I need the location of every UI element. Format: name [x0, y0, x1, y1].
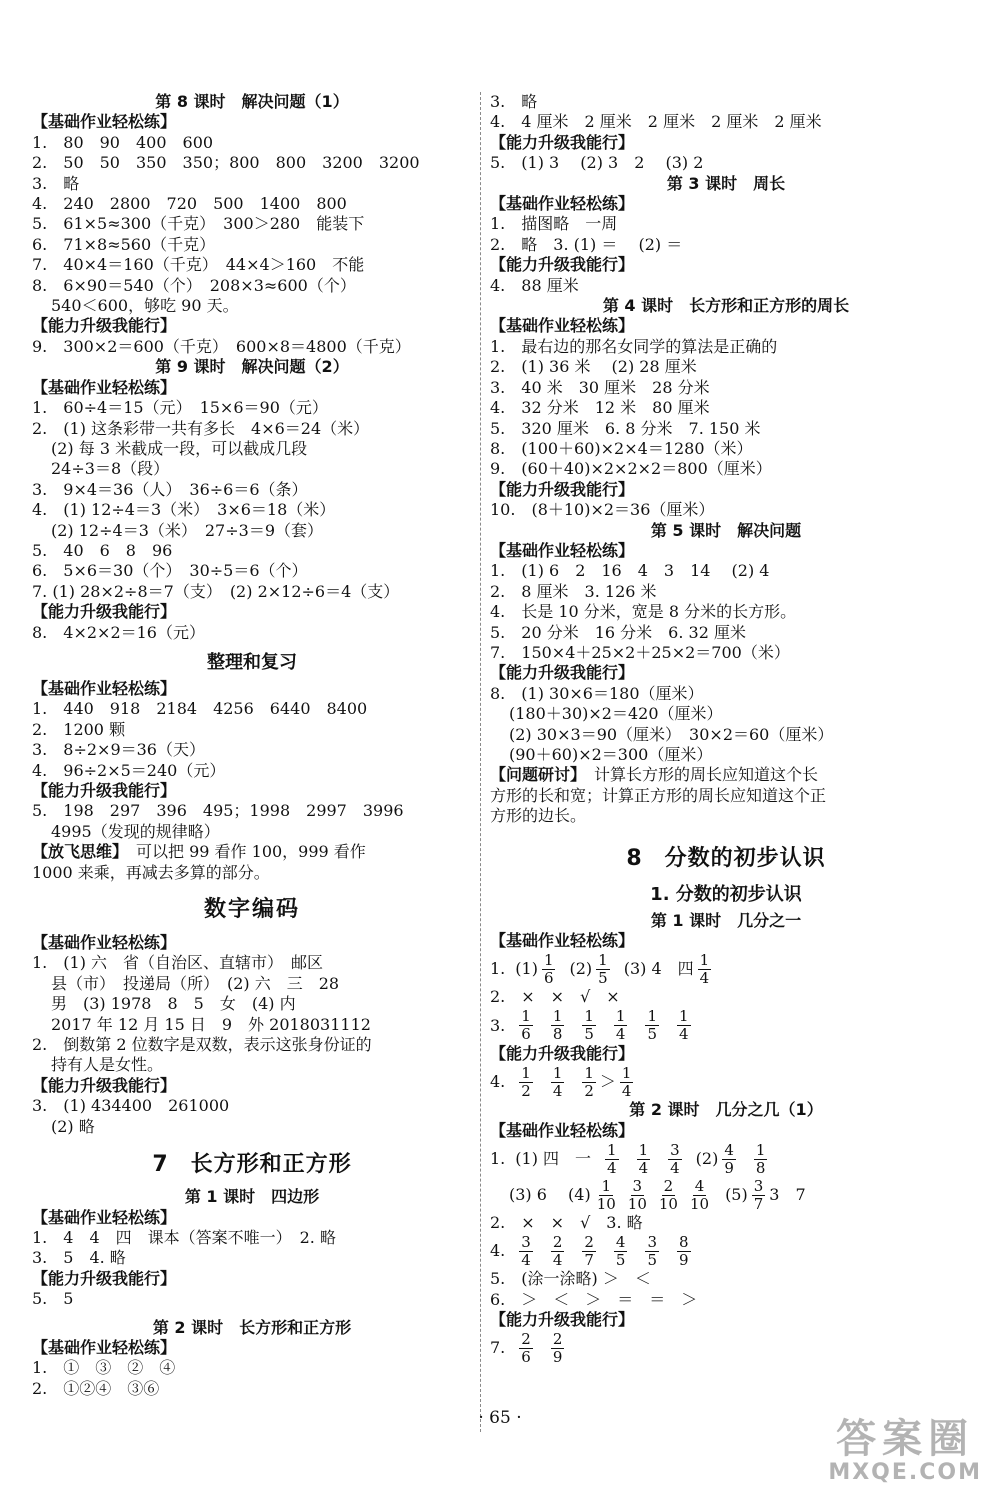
answer-line: 24÷3＝8（段）	[51, 459, 170, 479]
advanced-practice-tag: 【能力升级我能行】	[32, 1268, 177, 1288]
fraction: $\frac{8}{9}$	[679, 1232, 689, 1269]
answer-line: 县（市） 投递局（所） (2) 六 三 28	[51, 973, 340, 993]
answer-line: 540＜600，够吃 90 天。	[51, 296, 239, 316]
answer-line: 1. 60÷4＝15（元） 15×6＝90（元）	[32, 398, 328, 418]
answer-line: 6. ＞ ＜ ＞ ＝ ＝ ＞	[490, 1289, 698, 1309]
answer-line: (2) 12÷4＝3（米） 27÷3＝9（套）	[51, 520, 324, 540]
part-label: (5)	[725, 1184, 748, 1204]
answer-line: 5. (涂一涂略) ＞ ＜	[490, 1269, 651, 1289]
answer-line: 男 (3) 1978 8 5 女 (4) 内	[51, 994, 296, 1014]
answer-line	[490, 951, 962, 987]
answer-text: 计算长方形的周长应知道这个长	[578, 765, 819, 785]
answer-line: 2. ①②④ ③⑥	[32, 1378, 160, 1398]
fraction: $\frac{1}{4}$	[607, 1140, 617, 1177]
unit-8-number: 8	[626, 845, 643, 871]
answer-line: 1. 440 918 2184 4256 6440 8400	[32, 699, 368, 719]
answer-line: (2) 每 3 米截成一段，可以截成几段	[51, 438, 308, 458]
discussion-tag: 【问题研讨】	[490, 765, 579, 785]
answer-line: 1. 4 4 四 课本（答案不唯一） 2. 略	[32, 1227, 336, 1247]
basic-practice-tag: 【基础作业轻松练】	[32, 377, 177, 397]
answer-line: 4. 96÷2×5＝240（元）	[32, 760, 226, 780]
unit-7-lesson-2-section	[32, 1318, 472, 1400]
answer-line: 4. (1) 12÷4＝3（米） 3×6＝18（米）	[32, 500, 336, 520]
answer-line: 8. 6×90＝540（个） 208×3≈600（个）	[32, 275, 356, 295]
fraction: $\frac{2}{9}$	[552, 1330, 563, 1367]
comparison-sign: ＞	[599, 1072, 616, 1092]
answer-line: 3. 略	[490, 92, 538, 111]
fraction: $\frac{3}{4}$	[521, 1232, 531, 1269]
unit-7-lesson-1-section	[32, 1187, 472, 1309]
answer-line: 3. 略	[32, 173, 80, 193]
fraction: $\frac{1}{4}$	[621, 1063, 632, 1100]
question-number: 4.	[490, 1241, 506, 1261]
answer-line: 8. (100＋60)×2×4＝1280（米）	[490, 438, 753, 458]
lesson-4-title: 第 4 课时 长方形和正方形的周长	[602, 296, 850, 316]
answer-line	[490, 1177, 962, 1213]
basic-practice-tag: 【基础作业轻松练】	[490, 316, 635, 336]
fraction: $\frac{1}{5}$	[584, 1007, 594, 1044]
answer-line: 2. 1200 颗	[32, 719, 126, 739]
answer-line: 方形的长和宽；计算正方形的周长应知道这个正	[490, 785, 827, 805]
basic-practice-tag: 【基础作业轻松练】	[490, 194, 635, 214]
fraction: $\frac{1}{2}$	[521, 1063, 531, 1100]
basic-practice-tag: 【基础作业轻松练】	[32, 1337, 177, 1357]
basic-practice-tag: 【基础作业轻松练】	[490, 540, 635, 560]
unit-8-lesson-2-section	[490, 1100, 962, 1366]
advanced-practice-tag: 【能力升级我能行】	[490, 132, 635, 152]
answer-line: 4. 240 2800 720 500 1400 800	[32, 194, 347, 214]
advanced-practice-tag: 【能力升级我能行】	[32, 602, 177, 622]
answer-line: 1000 来乘，再减去多算的部分。	[32, 862, 270, 882]
number-code-section	[32, 893, 472, 1137]
answer-line: 5. 40 6 8 96	[32, 540, 173, 560]
answer-line: 4. 88 厘米	[490, 275, 579, 295]
part-label: (3) 4 四	[623, 959, 694, 979]
unit-7-lesson-1-title: 第 1 课时 四边形	[184, 1187, 320, 1207]
advanced-practice-tag: 【能力升级我能行】	[490, 255, 635, 275]
column-divider	[480, 92, 481, 1432]
review-title: 整理和复习	[207, 651, 297, 673]
basic-practice-tag: 【基础作业轻松练】	[32, 933, 177, 953]
basic-practice-tag: 【基础作业轻松练】	[32, 678, 177, 698]
answer-line: (90＋60)×2＝300（厘米）	[509, 745, 713, 764]
answer-line: 9. 300×2＝600（千克） 600×8＝4800（千克）	[32, 336, 411, 356]
fraction: $\frac{1}{8}$	[755, 1140, 766, 1177]
unit-8-heading	[490, 843, 962, 875]
answer-line: 5. 198 297 396 495；1998 2997 3996	[32, 801, 404, 821]
answer-line	[490, 1233, 962, 1269]
answer-line: 10. (8＋10)×2＝36（厘米）	[490, 500, 715, 520]
lesson-5-title: 第 5 课时 解决问题	[650, 520, 802, 540]
unit-8-title: 分数的初步认识	[664, 845, 826, 871]
unit-7-number: 7	[152, 1152, 169, 1178]
answer-line: 3. (1) 434400 261000	[32, 1096, 230, 1116]
answer-line: 4. 32 分米 12 米 80 厘米	[490, 398, 710, 418]
answer-line: 4. 4 厘米 2 厘米 2 厘米 2 厘米 2 厘米	[490, 112, 822, 132]
watermark-sub: MXQE.COM	[828, 1460, 982, 1485]
review-section	[32, 649, 472, 883]
answer-line: 5. 320 厘米 6. 8 分米 7. 150 米	[490, 418, 761, 438]
lesson-8-title: 第 8 课时 解决问题（1）	[155, 92, 349, 111]
lesson-4-section	[490, 296, 962, 520]
watermark-main: 答案圈	[836, 1416, 975, 1462]
advanced-practice-tag: 【能力升级我能行】	[32, 781, 177, 800]
answer-line: 持有人是女性。	[51, 1055, 164, 1075]
answer-line	[490, 1064, 962, 1100]
fraction: $\frac{2}{7}$	[584, 1232, 594, 1269]
answer-line: 3. 8÷2×9＝36（天）	[32, 740, 205, 760]
fraction: $\frac{1}{4}$	[615, 1007, 626, 1044]
answer-line: 2. 倒数第 2 位数字是双数，表示这张身份证的	[32, 1035, 372, 1055]
answer-line: (180＋30)×2＝420（厘米）	[509, 704, 723, 724]
part-label: (1)	[515, 959, 538, 979]
fraction: $\frac{3}{5}$	[647, 1232, 657, 1269]
advanced-practice-tag: 【能力升级我能行】	[32, 1075, 177, 1095]
fraction: $\frac{1}{8}$	[552, 1007, 563, 1044]
fraction: $\frac{1}{10}$	[596, 1176, 616, 1213]
answer-line: 1. ① ③ ② ④	[32, 1358, 176, 1378]
basic-practice-tag: 【基础作业轻松练】	[32, 1207, 177, 1227]
fraction: $\frac{1}{4}$	[552, 1063, 563, 1100]
answer-line: 3. 9×4＝36（人） 36÷6＝6（条）	[32, 479, 308, 499]
answer-line: 3. 5 4. 略	[32, 1248, 126, 1268]
answer-line: 7. (1) 28×2÷8＝7（支） (2) 2×12÷6＝4（支）	[32, 581, 400, 601]
answer-text: 可以把 99 看作 100，999 看作	[120, 842, 366, 862]
answer-line: 3. 40 米 30 厘米 28 分米	[490, 377, 710, 397]
advanced-practice-tag: 【能力升级我能行】	[490, 663, 635, 683]
question-number: 1.	[490, 1148, 506, 1168]
question-number: 4.	[490, 1072, 506, 1092]
answer-line: 2. × × √ 3. 略	[490, 1213, 643, 1233]
part-label: (3) 6 (4)	[509, 1184, 591, 1204]
fraction: $\frac{3}{4}$	[670, 1140, 680, 1177]
answer-text: 3 7	[769, 1184, 806, 1204]
answer-line: 2. (1) 这条彩带一共有多长 4×6＝24（米）	[32, 418, 370, 438]
number-code-title: 数字编码	[203, 897, 300, 923]
advanced-practice-tag: 【能力升级我能行】	[490, 479, 635, 499]
answer-line: 5. 20 分米 16 分米 6. 32 厘米	[490, 622, 746, 642]
fraction: $\frac{3}{10}$	[627, 1176, 647, 1213]
answer-line: 5. (1) 3 (2) 3 2 (3) 2	[490, 153, 704, 173]
unit-7-title: 长方形和正方形	[190, 1152, 352, 1178]
answer-line: 2. 略 3. (1) ＝ (2) ＝	[490, 234, 683, 254]
answer-line: 1. (1) 6 2 16 4 3 14 (2) 4	[490, 561, 770, 581]
fraction: $\frac{1}{5}$	[647, 1007, 657, 1044]
answer-line: 8. 4×2×2＝16（元）	[32, 622, 205, 642]
basic-practice-tag: 【基础作业轻松练】	[32, 112, 177, 132]
answer-line	[490, 1141, 962, 1177]
left-column	[32, 92, 472, 1399]
answer-line: 9. (60＋40)×2×2×2＝800（厘米）	[490, 459, 772, 479]
answer-line: 2. (1) 36 米 (2) 28 厘米	[490, 357, 697, 377]
right-column	[490, 92, 962, 1367]
part-label: (2)	[695, 1148, 719, 1168]
watermark-logo	[828, 1417, 982, 1485]
answer-line: 8. (1) 30×6＝180（厘米）	[490, 683, 704, 703]
answer-line: 方形的边长。	[490, 806, 587, 826]
fraction: $\frac{4}{9}$	[724, 1140, 734, 1177]
fraction: $\frac{1}{4}$	[679, 1007, 689, 1044]
lesson-3-title: 第 3 课时 周长	[666, 173, 786, 193]
part-label: (2)	[569, 959, 593, 979]
answer-line: 1. 描图略 一周	[490, 214, 618, 234]
part-label: (1) 四 一	[515, 1148, 592, 1168]
answer-line: (2) 略	[51, 1116, 95, 1136]
lesson-3-section	[490, 174, 962, 296]
answer-line: 2. 50 50 350 350；800 800 3200 3200	[32, 153, 420, 173]
answer-line: 7. 150×4＋25×2＋25×2＝700（米）	[490, 642, 790, 662]
advanced-practice-tag: 【能力升级我能行】	[490, 1043, 635, 1063]
answer-line: 5. 5	[32, 1289, 74, 1309]
fraction: $\frac{1}{4}$	[699, 950, 710, 987]
page-number: · 65 ·	[478, 1408, 522, 1428]
answer-line: (2) 30×3＝90（厘米） 30×2＝60（厘米）	[509, 724, 834, 744]
answer-line: 1. 80 90 400 600	[32, 132, 214, 152]
fraction: $\frac{2}{6}$	[521, 1330, 531, 1367]
answer-line: 6. 5×6＝30（个） 30÷5＝6（个）	[32, 561, 308, 581]
lesson-5-section	[490, 521, 962, 827]
answer-line: 2. 8 厘米 3. 126 米	[490, 581, 657, 601]
answer-line: 4. 长是 10 分米，宽是 8 分米的长方形。	[490, 602, 797, 622]
unit-8-section-1-title: 1. 分数的初步认识	[650, 883, 802, 905]
lesson-9-section	[32, 357, 472, 643]
answer-line: 1. (1) 六 省（自治区、直辖市） 邮区	[32, 953, 324, 973]
answer-line: 7. 40×4＝160（千克） 44×4＞160 不能	[32, 255, 365, 275]
fraction: $\frac{1}{6}$	[521, 1007, 531, 1044]
answer-line: 4995（发现的规律略）	[51, 821, 220, 841]
basic-practice-tag: 【基础作业轻松练】	[490, 931, 635, 951]
question-number: 7.	[490, 1338, 506, 1358]
fraction: $\frac{1}{2}$	[584, 1063, 594, 1100]
answer-line: 1. 最右边的那名女同学的算法是正确的	[490, 336, 778, 356]
advanced-practice-tag: 【能力升级我能行】	[490, 1310, 635, 1330]
advanced-practice-tag: 【能力升级我能行】	[32, 316, 177, 336]
fraction: $\frac{4}{5}$	[615, 1232, 626, 1269]
basic-practice-tag: 【基础作业轻松练】	[490, 1120, 635, 1140]
fraction: $\frac{4}{10}$	[689, 1176, 710, 1213]
fraction: $\frac{1}{5}$	[598, 950, 608, 987]
free-thinking-tag: 【放飞思维】	[32, 842, 121, 862]
answer-line	[490, 1008, 962, 1044]
fraction: $\frac{3}{7}$	[753, 1176, 764, 1213]
unit-8-lesson-1-title: 第 1 课时 几分之一	[650, 910, 802, 930]
answer-line	[490, 1331, 962, 1367]
lesson-9-title: 第 9 课时 解决问题（2）	[155, 357, 349, 377]
unit-8-lesson-2-title: 第 2 课时 几分之几（1）	[629, 1100, 823, 1120]
unit-7-heading	[32, 1149, 472, 1181]
fraction: $\frac{1}{4}$	[638, 1140, 649, 1177]
unit-7-lesson-2-title: 第 2 课时 长方形和正方形	[152, 1317, 352, 1337]
fraction: $\frac{2}{10}$	[658, 1176, 678, 1213]
answer-line: 2017 年 12 月 15 日 9 外 2018031112	[51, 1014, 371, 1034]
question-number: 1.	[490, 959, 506, 979]
fraction: $\frac{1}{6}$	[543, 950, 554, 987]
answer-line: 2. × × √ ×	[490, 987, 620, 1007]
answer-line: 6. 71×8≈560（千克）	[32, 234, 216, 254]
question-number: 3.	[490, 1015, 506, 1035]
lesson-2-continued	[490, 92, 962, 174]
fraction: $\frac{2}{4}$	[552, 1232, 563, 1269]
answer-line: 5. 61×5≈300（千克） 300＞280 能装下	[32, 214, 365, 234]
lesson-8-section	[32, 92, 472, 357]
unit-8-lesson-1-section	[490, 911, 962, 1101]
